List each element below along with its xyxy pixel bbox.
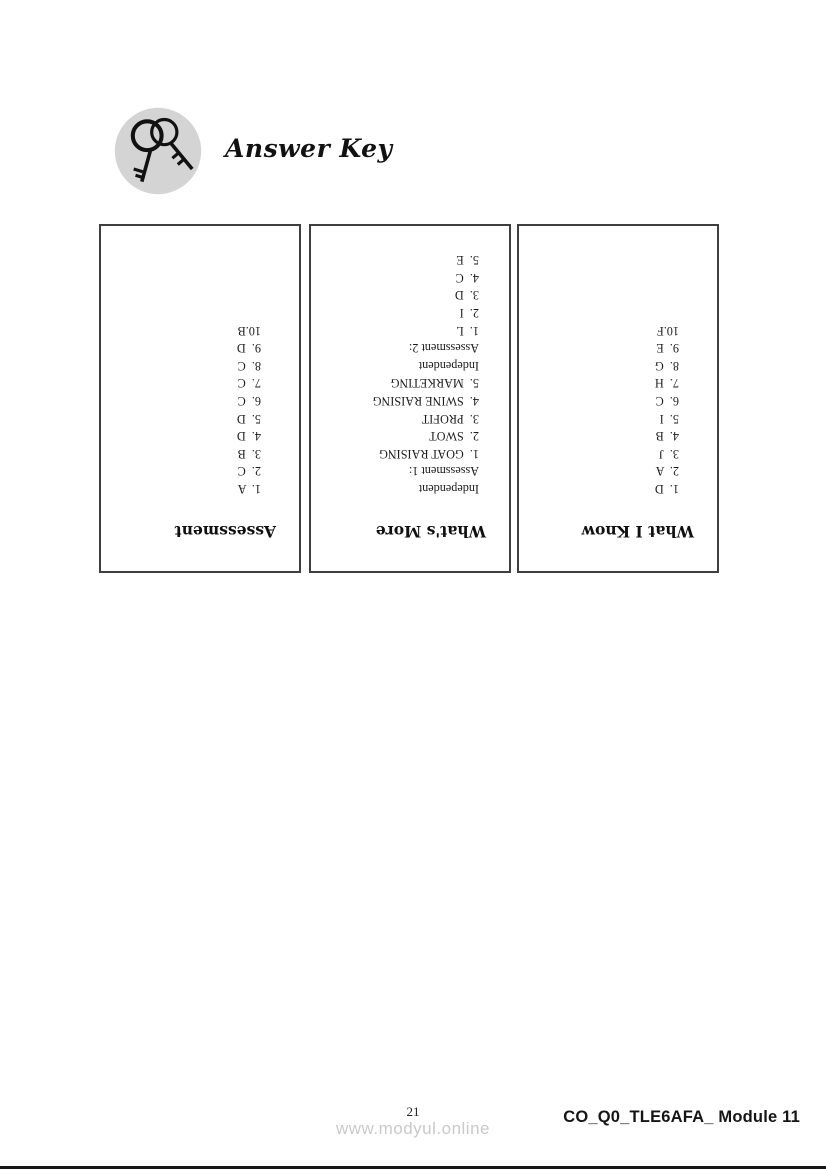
answer-line: 6. C: [237, 394, 261, 409]
answer-line: 10.F: [656, 323, 679, 338]
box-heading-assessment: Assessment: [174, 522, 276, 541]
answer-list-assessment: [101, 321, 299, 497]
keys-icon-svg: [113, 106, 203, 196]
answer-line: 8. G: [654, 358, 679, 373]
answer-line: 1. D: [654, 482, 679, 496]
answer-line: 5. MARKETING: [390, 376, 479, 391]
answer-line: 3. D: [454, 288, 479, 303]
answer-list-what-i-know: [519, 321, 717, 497]
answer-line: 3. B: [237, 446, 261, 461]
answer-line: 5. D: [236, 411, 261, 426]
keys-icon: [113, 106, 203, 196]
box-heading-whats-more: What's More: [375, 522, 486, 541]
answer-line: 4. SWINE RAISING: [372, 394, 479, 409]
answer-line: 4. B: [655, 429, 679, 444]
box-heading-what-i-know: What I Know: [581, 522, 694, 541]
answer-box-whats-more-content: [311, 226, 509, 571]
answer-line: 9. E: [656, 341, 679, 356]
answer-line: 2. SWOT: [429, 429, 479, 444]
answer-line: 1. GOAT RAISING: [379, 446, 479, 461]
answer-box-what-i-know: [517, 224, 719, 573]
page-number: 21: [406, 1104, 420, 1119]
answer-line: 3. PROFIT: [421, 411, 479, 426]
answer-list-whats-more: [311, 251, 509, 497]
answer-box-assessment: [99, 224, 301, 573]
answer-line: Assessment 1:: [408, 464, 479, 479]
module-code: CO_Q0_TLE6AFA_ Module 11: [563, 1108, 800, 1126]
answer-line: 4. D: [236, 429, 261, 444]
answer-box-what-i-know-content: [519, 226, 717, 571]
answer-line: 7. C: [237, 376, 261, 391]
answer-line: Assessment 2:: [408, 341, 479, 356]
answer-line: 3. J: [659, 446, 679, 461]
answer-box-assessment-content: [101, 226, 299, 571]
watermark-url: www.modyul.online: [335, 1119, 490, 1138]
answer-line: 5. E: [456, 253, 479, 268]
answer-line: 10.B: [237, 323, 261, 338]
answer-line: 2. I: [459, 306, 479, 321]
answer-line: 6. C: [655, 394, 679, 409]
page-title: Answer Key: [225, 134, 393, 163]
answer-box-whats-more: [309, 224, 511, 573]
answer-line: 8. C: [237, 358, 261, 373]
answer-line: Independent: [418, 482, 479, 496]
answer-line: 5. I: [659, 411, 679, 426]
answer-line: 2. A: [655, 464, 679, 479]
answer-line: 4. C: [455, 270, 479, 285]
answer-line: 1. L: [456, 323, 479, 338]
answer-line: Independent: [418, 358, 479, 373]
answer-line: 9. D: [236, 341, 261, 356]
answer-line: 2. C: [237, 464, 261, 479]
answer-line: 7. H: [654, 376, 679, 391]
answer-line: 1. A: [237, 482, 261, 496]
